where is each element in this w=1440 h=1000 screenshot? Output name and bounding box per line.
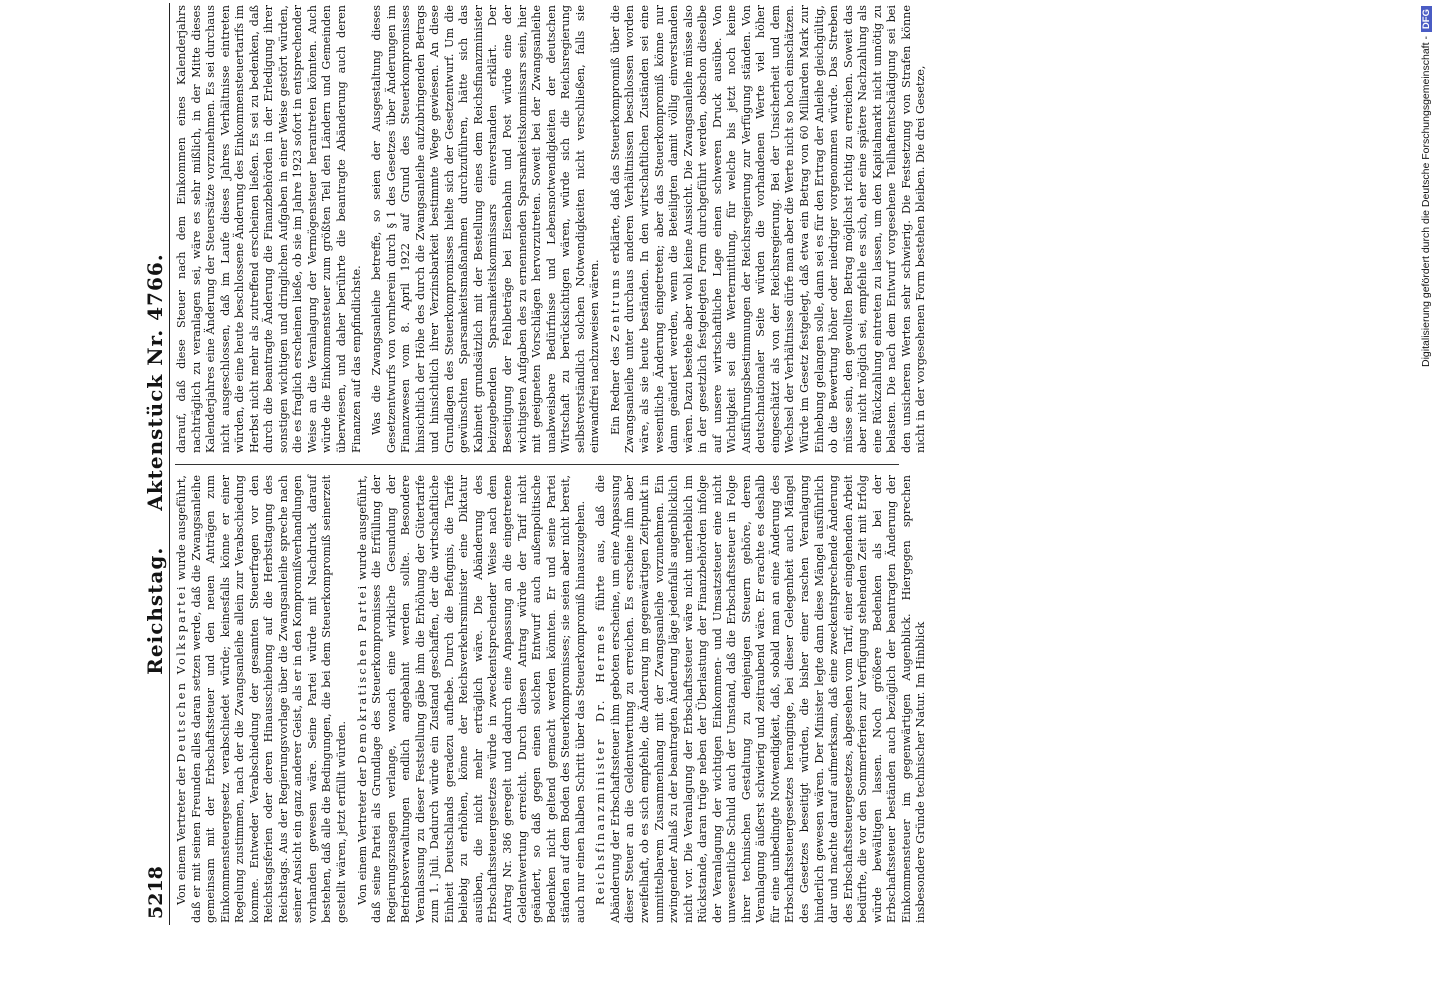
paragraph-body: wurde ausgeführt, daß er mit seinen Freunden alles daran setzen werde, daß die Zwangsanleihe gemeinsam mit der Erbschaftssteuer und den neuen Anträgen zum Einkommensteuergesetz verabschiedet würde; keinesfalls könne er einer Regelung zustimmen, nach der die Zwangsanleihe allein zur Verabschiedung komme. Entweder Verabschiedung der gesamten Steuerfragen vor den Reichstagsferien oder deren Hinausschiebung auf die Herbsttagung des Reichstags. Aus der Regierungsvorlage über die Zwangsanleihe spreche nach seiner Ansicht ein ganz anderer Geist, als er in den Kompromißverhandlungen vorhanden gewesen wäre. Seine Partei würde mit Nachdruck darauf bestehen, daß alle die Bedingungen, die bei dem Steuerkompromiß seinerzeit gestellt wären, jetzt erfüllt würden.: [175, 475, 349, 923]
digitization-watermark: [1418, 6, 1440, 996]
header-right-title: Aktenstück Nr. 4766.: [143, 253, 167, 511]
paragraph-body: Was die Zwangsanleihe betreffe, so seien der Ausgestaltung dieses Gesetzentwurfs von vornherein durch § 1 des Gesetzes über Änderungen im Finanzwesen vom 8. April 1922 auf Grund des Steuerkompromisses hinsichtlich der Höhe des durch die Zwangsanleihe aufzubringenden Betrags und hinsichtlich ihrer Verzinsbarkeit bestimmte Wege gewiesen. An diese Grundlagen des Steuerkompromisses hielte sich der Gesetzentwurf. Um die gewünschten Sparsamkeitsmaßnahmen durchzuführen, hätte sich das Kabinett grundsätzlich mit der Bestellung eines dem Reichsfinanzminister beizugebenden Sparsamkeitskommissars einverstanden erklärt. Der Beseitigung der Fehlbeträge bei Eisenbahn und Post würde eine der wichtigsten Aufgaben des zu ernennenden Sparsamkeitskommissars sein, hier mit geeigneten Vorschlägen hervorzutreten. Soweit bei der Zwangsanleihe unabweisbare Bedürfnisse und Lebensnotwendigkeiten der deutschen Wirtschaft zu berücksichtigen wären, würde sich die Reichsregierung selbstverständlich solchen Notwendigkeiten nicht verschließen, falls sie einwandfrei nachzuweisen wären.: [370, 5, 602, 453]
paragraph: [370, 5, 603, 453]
page-header: [143, 3, 170, 925]
dfg-logo: DFG: [1421, 6, 1432, 32]
speaker-name: Reichsfinanzminister Dr. Hermes: [594, 623, 608, 905]
paragraph: [175, 5, 364, 453]
paragraph-body: darauf, daß diese Steuer nach dem Einkommen eines Kalenderjahrs nachträglich zu veranlagen sei, wäre es sehr mißlich, in der Mitte dieses Kalenderjahres eine Änderung der Steuersätze vorzunehmen. Es sei durchaus nicht ausgeschlossen, daß im Laufe dieses Jahres Verhältnisse eintreten würden, die eine heute beschlossene Änderung des Einkommensteuertarifs im Herbst nicht mehr als zutreffend erscheinen ließen. Es sei zu bedenken, daß durch die beantragte Änderung die Finanzbehörden in der Erledigung ihrer sonstigen wichtigen und dringlichen Aufgaben in einer Weise gestört würden, die es fraglich erscheinen ließe, ob sie im Jahre 1923 sofort in entsprechender Weise an die Veranlagung der Vermögensteuer herantreten könnten. Auch würde die Einkommensteuer zum größten Teil den Ländern und Gemeinden überwiesen, und daher berührte die beantragte Abänderung auch deren Finanzen auf das empfindlichste.: [175, 5, 363, 453]
paragraph-lead: Ein Redner des: [608, 346, 622, 435]
party-name: Deutschen Volkspartei: [175, 584, 188, 763]
text-column-right: [175, 5, 928, 453]
header-left-title: Reichstag.: [143, 546, 167, 675]
paragraph-body: führte aus, daß die Abänderung der Erbschaftssteuer ihm geboten erscheine, um eine Anpassung dieser Steuer an die Geldentwertung zu erreichen. Es erscheine ihm aber zweifelhaft, ob es sich empfehle, die Änderung im gegenwärtigen Zeitpunkt in unmittelbarem Zusammenhang mit der Zwangsanleihe vorzunehmen. Ein zwingender Anlaß zu der beantragten Änderung läge jedenfalls augenblicklich nicht vor. Die Veranlagung der Erbschaftssteuer wäre nicht unerheblich im Rückstande, daran trüge neben der Überlastung der Finanzbehörden infolge der Veranlagung der wichtigen Einkommen- und Umsatzsteuer eine nicht unwesentliche Schuld auch der Umstand, daß die Erbschaftssteuer in Folge ihrer technischen Gestaltung zu denjenigen Steuern gehöre, deren Veranlagung äußerst schwierig und zeitraubend wäre. Er erachte es deshalb für eine unbedingte Notwendigkeit, daß, sobald man an eine Änderung des Erbschaftssteuergesetzes heranginge, bei dieser Gelegenheit auch Mängel des Gesetzes beseitigt würden, die bisher einer raschen Veranlagung hinderlich gewesen wären. Der Minister legte dann diese Mängel ausführlich dar und machte darauf aufmerksam, daß eine zweckentsprechende Änderung des Erbschaftssteuergesetzes, abgesehen vom Tarif, einer eingehenden Arbeit bedürfte, die vor den Sommerferien zur Verfügung stehenden Zeit mit Erfolg würde bewältigen lassen. Noch größere Bedenken als bei der Erbschaftssteuer beständen auch bezüglich der beantragten Änderung der Einkommensteuer im gegenwärtigen Augenblick. Hiergegen sprechen insbesondere Gründe technischer Natur. Im Hinblick: [594, 475, 928, 923]
paragraph: [594, 475, 929, 923]
party-name: Demokratischen Partei: [355, 583, 369, 764]
column-divider: [175, 464, 899, 465]
rotated-document-page: [143, 3, 928, 925]
text-column-left: [175, 475, 928, 923]
paragraph-lead: Von einem Vertreter der: [355, 767, 369, 905]
running-title: [143, 3, 167, 925]
watermark-text: Digitalisierung gefördert durch die Deutsche Forschungsgemeinschaft -: [1420, 36, 1432, 367]
paragraph: [609, 5, 929, 453]
party-name: Zentrums: [608, 267, 622, 343]
paragraph-body: wurde ausgeführt, daß seine Partei als Grundlage des Steuerkompromisses die Erfüllung der Regierungszusagen verlange, wonach eine wirkliche Gesundung der Betriebsverwaltungen endlich angebahnt werden sollte. Besondere Veranlassung zu dieser Feststellung gäbe ihm die Erhöhung der Gütertarife zum 1. Juli. Dadurch würde ein Zustand geschaffen, der die wirtschaftliche Einheit Deutschlands geradezu aufhebe. Durch die Befugnis, die Tarife beliebig zu erhöhen, könne der Reichsverkehrsminister eine Diktatur ausüben, die nicht mehr erträglich wäre. Die Abänderung des Erbschaftssteuergesetzes würde in zweckentsprechender Weise nach dem Antrag Nr. 386 geregelt und dadurch eine Anpassung an die eingetretene Geldentwertung erreicht. Durch diesen Antrag würde der Tarif nicht geändert, so daß gegen einen solchen Entwurf auch außenpolitische Bedenken nicht geltend gemacht werden könnten. Er und seine Partei ständen auf dem Boden des Steuerkompromisses; sie seien aber nicht bereit, auch nur einen halben Schritt über das Steuerkompromiß hinauszugehen.: [355, 475, 587, 923]
paragraph: [175, 475, 350, 923]
paragraph-body: erklärte, daß das Steuerkompromiß über die Zwangsanleihe unter durchaus anderen Verhältnissen beschlossen worden wäre, als sie heute beständen. In den wirtschaftlichen Zuständen sei eine wesentliche Änderung eingetreten; aber das Steuerkompromiß könne nur dann geändert werden, wenn die Beteiligten damit völlig einverstanden wären. Dazu bestehe aber wohl keine Aussicht. Die Zwangsanleihe müsse also in der gesetzlich festgelegten Form durchgeführt werden, obschon dieselbe auf unsere wirtschaftliche Lage einen schweren Druck ausübe. Von Wichtigkeit sei die Wertermittlung, für welche bis jetzt noch keine Ausführungsbestimmungen der Reichsregierung zur Verfügung ständen. Von deutschnationaler Seite würden die vorhandenen Werte viel höher eingeschätzt als von der Reichsregierung. Bei der Unsicherheit und dem Wechsel der Verhältnisse dürfe man aber die Werte nicht so hoch einschätzen. Würde im Gesetz festgelegt, daß etwa ein Betrag von 60 Milliarden Mark zur Einhebung gelangen solle, dann sei es für den Ertrag der Anleihe gleichgültig, ob die Bewertung höher oder niedriger vorgenommen würde. Das Streben müsse sein, den gewollten Betrag möglichst richtig zu erreichen. Soweit das aber nicht möglich sei, empfehle es sich, eher eine spätere Nachzahlung als eine Rückzahlung eintreten zu lassen, um den Kapitalmarkt nicht unnötig zu belasten. Die nach dem Entwurf vorgesehene Teilhaftentschädigung sei bei den unsicheren Werten sehr schwierig. Die Festsetzung von Strafen könne nicht in der vorgesehenen Form bestehen bleiben. Die drei Gesetze,: [608, 5, 928, 453]
page-number: 5218: [145, 866, 167, 919]
paragraph: [356, 475, 589, 923]
paragraph-lead: Von einem Vertreter der: [175, 766, 188, 905]
